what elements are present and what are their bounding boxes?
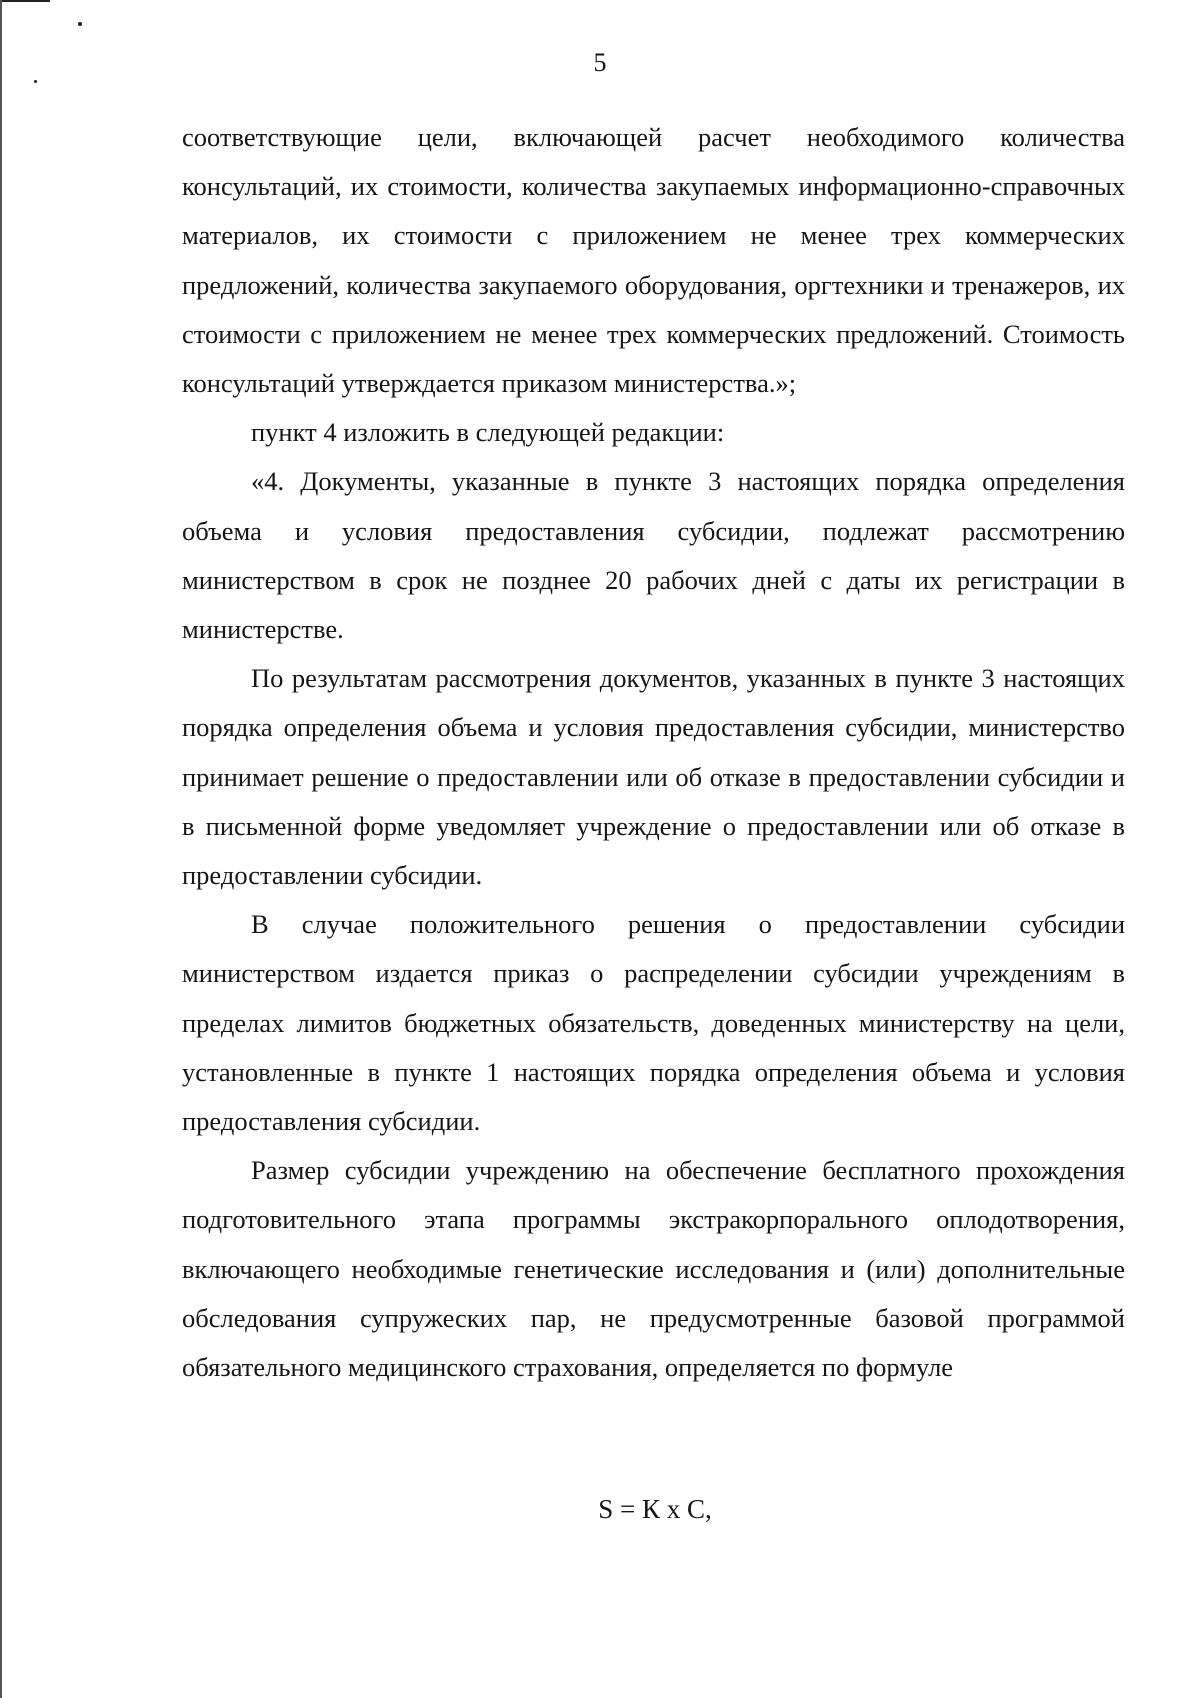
formula: S = К х С, [598,1494,712,1524]
paragraph-review-results: По результатам рассмотрения документов, указанных в пункте 3 настоящих порядка определения объема и условия предоставления субсидии, министерство принимает решение о предоставлении или об отказе в предоставлении субсидии и в письменной форме уведомляет учреждение о предоставлении или об отказе в предоставлении субсидии. [182,663,1125,891]
scan-edge-mark-top [0,0,50,2]
page-number: 5 [593,48,607,77]
document-body [182,113,1125,1392]
paragraph-point-4: «4. Документы, указанные в пункте 3 настоящих порядка определения объема и условия предоставления субсидии, подлежат рассмотрению министерством в срок не позднее 20 рабочих дней с даты их регистрации в министерстве. [182,466,1125,645]
scan-edge-line-left [0,0,2,1698]
paragraph-continuation: соответствующие цели, включающей расчет необходимого количества консультаций, их стоимости, количества закупаемых информационно-справочных материалов, их стоимости с приложением не менее трех коммерческих предложений, количества закупаемого оборудования, оргтехники и тренажеров, их стоимости с приложением не менее трех коммерческих предложений. Стоимость консультаций утверждается приказом министерства.»; [182,122,1125,399]
paragraph-amendment-intro: пункт 4 изложить в следующей редакции: [251,417,725,448]
paragraph-subsidy-size: Размер субсидии учреждению на обеспечение бесплатного прохождения подготовительного этапа программы экстракорпорального оплодотворения, включающего необходимые генетические исследования и (или) дополнительные обследования супружеских пар, не предусмотренные базовой программой обязательного медицинского страхования, определяется по формуле [182,1155,1125,1383]
scan-dot [34,80,37,83]
paragraph-positive-decision: В случае положительного решения о предоставлении субсидии министерством издается приказ о распределении субсидии учреждениям в пределах лимитов бюджетных обязательств, доведенных министерству на цели, установленные в пункте 1 настоящих порядка определения объема и условия предоставления субсидии. [182,909,1125,1137]
scan-dot [78,22,82,26]
